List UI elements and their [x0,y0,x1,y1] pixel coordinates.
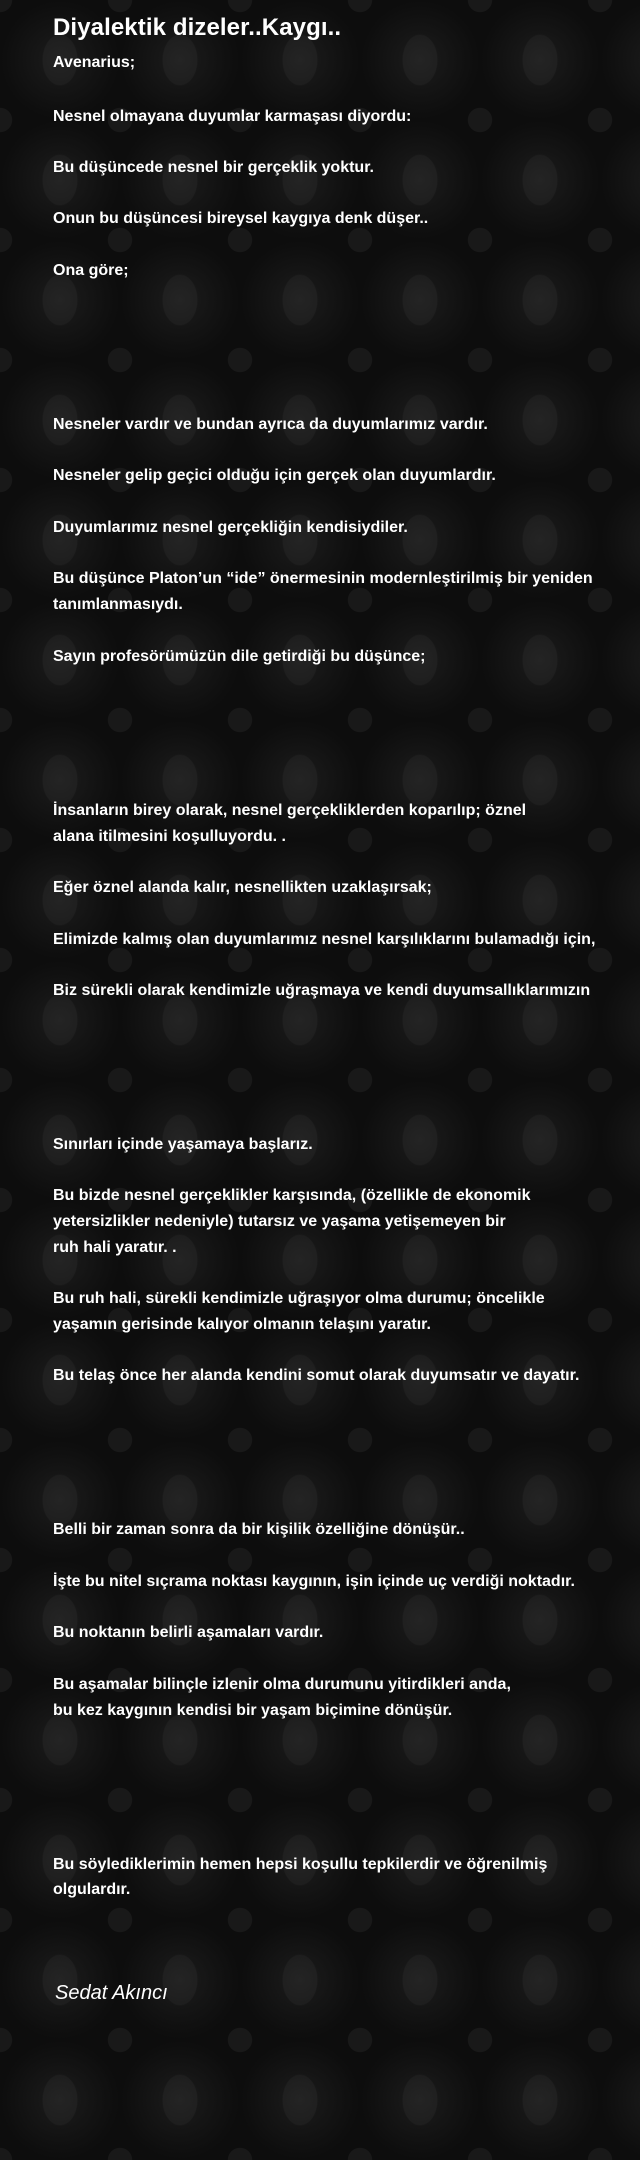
poem-line: Sayın profesörümüzün dile getirdiği bu düşünce; [53,648,426,665]
poem-line: Bu ruh hali, sürekli kendimizle uğraşıyor olma durumu; öncelikle [53,1290,545,1307]
poem-line: Nesneler gelip geçici olduğu için gerçek olan duyumlardır. [53,467,496,484]
poem-line: Bu düşüncede nesnel bir gerçeklik yoktur. [53,159,374,176]
poem-line: Bu düşünce Platon’un “ide” önermesinin modernleştirilmiş bir yeniden [53,570,593,587]
poem-line: bu kez kaygının kendisi bir yaşam biçimine dönüşür. [53,1702,453,1719]
poem-line: Belli bir zaman sonra da bir kişilik özelliğine dönüşür.. [53,1521,465,1538]
poem-line: Bu noktanın belirli aşamaları vardır. [53,1624,324,1641]
poem-line: Bu aşamalar bilinçle izlenir olma durumunu yitirdikleri anda, [53,1676,511,1693]
poem-line: alana itilmesini koşulluyordu. . [53,828,286,845]
poem-line: ruh hali yaratır. . [53,1239,177,1256]
poem-line: Eğer öznel alanda kalır, nesnellikten uzaklaşırsak; [53,879,432,896]
poem-title: Diyalektik dizeler..Kaygı.. [53,14,342,41]
poem-line: Nesnel olmayana duyumlar karmaşası diyordu: [53,108,412,125]
poem-line: Avenarius; [53,54,136,71]
poem-line: İnsanların birey olarak, nesnel gerçekliklerden koparılıp; öznel [53,802,527,819]
poem-line: Sınırları içinde yaşamaya başlarız. [53,1136,313,1153]
poem-line: yaşamın gerisinde kalıyor olmanın telaşını yaratır. [53,1316,431,1333]
poem-line: Bu söylediklerimin hemen hepsi koşullu tepkilerdir ve öğrenilmiş [53,1856,548,1873]
poem-line: Biz sürekli olarak kendimizle uğraşmaya ve kendi duyumsallıklarımızın [53,982,591,999]
poem-line: İşte bu nitel sıçrama noktası kaygının, işin içinde uç verdiği noktadır. [53,1573,575,1590]
poem-line: Bu telaş önce her alanda kendini somut olarak duyumsatır ve dayatır. [53,1367,580,1384]
poem-line: Onun bu düşüncesi bireysel kaygıya denk düşer.. [53,210,429,227]
poem-line: Elimizde kalmış olan duyumlarımız nesnel karşılıklarını bulamadığı için, [53,931,596,948]
poem-line: Duyumlarımız nesnel gerçekliğin kendisiydiler. [53,519,408,536]
poem-line: tanımlanmasıydı. [53,596,183,613]
poem-line: Nesneler vardır ve bundan ayrıca da duyumlarımız vardır. [53,416,488,433]
poem-line: olgulardır. [53,1881,131,1898]
poem-line: yetersizlikler nedeniyle) tutarsız ve yaşama yetişemeyen bir [53,1213,506,1230]
poem-line: Ona göre; [53,262,129,279]
poem-line: Bu bizde nesnel gerçeklikler karşısında, (özellikle de ekonomik [53,1187,531,1204]
author-signature: Sedat Akıncı [55,1982,168,2004]
